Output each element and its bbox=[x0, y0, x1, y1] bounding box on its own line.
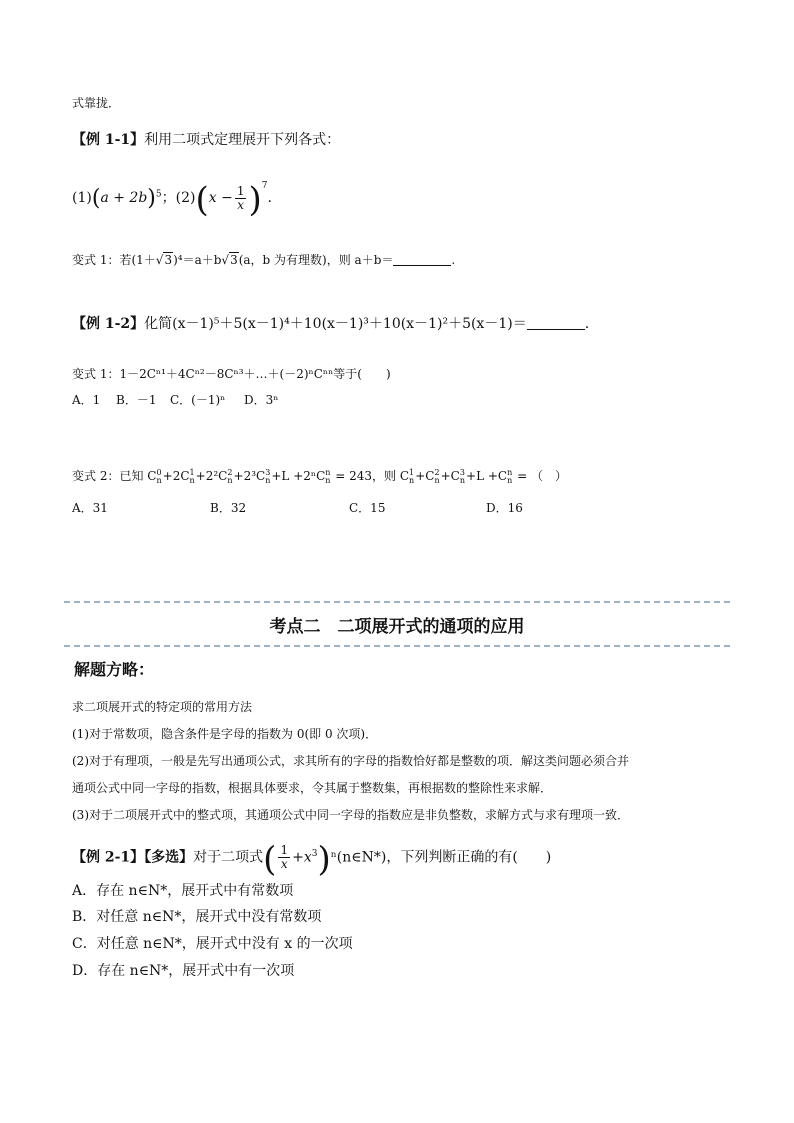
variant-1b bbox=[72, 364, 391, 384]
example-1-2 bbox=[72, 314, 589, 334]
variant-text-a: 若(1＋ bbox=[119, 253, 156, 267]
variant-text-c: = （ ） bbox=[517, 469, 567, 483]
method-line: 通项公式中同一字母的指数，根据具体要求，令其属于整数集，再根据数的整除性来求解． bbox=[72, 781, 553, 795]
example-text: 利用二项式定理展开下列各式： bbox=[144, 132, 341, 148]
variant-text-c: )⁴＝a＋b bbox=[173, 253, 222, 267]
choice-c[interactable]: C．对任意 n∈N*，展开式中没有 x 的一次项 bbox=[72, 936, 353, 952]
example-1-1-expressions: $(1)(a + 2b)^5$；(2)(x − $\frac{1}{x}$ )$^7$. bbox=[72, 180, 272, 220]
variant-label: 变式 2： bbox=[72, 469, 120, 483]
section-divider-top bbox=[64, 601, 730, 603]
choice-d[interactable]: D．3ⁿ bbox=[244, 393, 279, 407]
choice-c[interactable]: C．15 bbox=[349, 501, 386, 515]
end-mark: . bbox=[267, 190, 272, 206]
part-1-exponent: 5 bbox=[155, 189, 162, 200]
fraction-1-over-x: $\frac{1}{x}$ bbox=[236, 183, 245, 212]
section-divider-bottom bbox=[64, 645, 730, 647]
example-label: 【例 1-2】 bbox=[72, 316, 145, 332]
example-text: 化简(x－1)⁵＋5(x－1)⁴＋10(x－1)³＋10(x－1)²＋5(x－1)＝ bbox=[144, 316, 527, 332]
separator: ； bbox=[161, 190, 176, 206]
end-mark: . bbox=[584, 316, 590, 332]
variant-text-a: 已知 bbox=[119, 469, 144, 483]
choice-d[interactable]: D．存在 n∈N*，展开式中有一次项 bbox=[72, 963, 295, 979]
answer-blank[interactable] bbox=[393, 251, 451, 266]
answer-blank[interactable] bbox=[527, 315, 585, 330]
end-mark: . bbox=[451, 253, 456, 267]
variant-label: 变式 1： bbox=[72, 253, 120, 267]
fragment-text: 式靠拢． bbox=[72, 96, 121, 110]
method-line: (1)对于常数项，隐含条件是字母的指数为 0(即 0 次项)． bbox=[72, 727, 378, 741]
variant-2 bbox=[72, 466, 567, 486]
variant-1b-choices bbox=[72, 390, 278, 410]
variant-text: 1－2Cⁿ¹＋4Cⁿ²－8Cⁿ³＋…＋(－2)ⁿCⁿⁿ等于( ) bbox=[119, 367, 391, 381]
method-line: 求二项展开式的特定项的常用方法 bbox=[72, 700, 253, 714]
choice-b[interactable]: B．32 bbox=[210, 501, 247, 515]
sqrt-value-1: 3 bbox=[164, 253, 173, 267]
choice-a[interactable]: A．存在 n∈N*，展开式中有常数项 bbox=[72, 883, 294, 899]
method-line: (2)对于有理项，一般是先写出通项公式，求其所有的字母的指数恰好都是整数的项．解这类问题必须合并 bbox=[72, 754, 630, 768]
example-label: 【例 2-1】【多选】 bbox=[72, 849, 194, 866]
method-line: (3)对于二项展开式中的整式项，其通项公式中同一字母的指数应是非负整数，求解方式与求有理项一致． bbox=[72, 808, 630, 822]
method-heading: 解题方略： bbox=[74, 660, 155, 679]
part-1-expr: a + 2b bbox=[100, 190, 148, 206]
part-2-exponent: 7 bbox=[261, 181, 268, 191]
sum-expression-2: C 1 n +C 2 n +C 3 n +L +C n n bbox=[399, 467, 513, 485]
choice-d[interactable]: D．16 bbox=[486, 501, 523, 515]
variant-label: 变式 1： bbox=[72, 367, 120, 381]
fraction-1-over-x: $\frac{1}{x}$ bbox=[280, 843, 289, 872]
variant-text-e: (a，b 为有理数)，则 a＋b＝ bbox=[238, 253, 394, 267]
choice-a[interactable]: A．1 bbox=[72, 393, 101, 407]
choice-b[interactable]: B．－1 bbox=[116, 393, 157, 407]
example-2-1: 【例 2-1】【多选】对于二项式( $\frac{1}{x}$ $+x^3)^n(n\in N*)$，下列判断正确的有( ) bbox=[72, 839, 552, 880]
sqrt-value-2: 3 bbox=[230, 253, 238, 267]
example-text-b: ⁿ(n∈N*)，下列判断正确的有( ) bbox=[330, 849, 552, 866]
section-title: 考点二 二项展开式的通项的应用 bbox=[269, 617, 525, 637]
part-2-expr: x − bbox=[208, 190, 233, 206]
example-text-a: 对于二项式 bbox=[193, 849, 264, 866]
part-2-label: (2) bbox=[175, 190, 196, 206]
choice-c[interactable]: C．(－1)ⁿ bbox=[170, 393, 226, 407]
sum-expression-1: C 0 n +2C 1 n +2²C 2 n +2³C 3 n +L +2ⁿC n n bbox=[147, 467, 331, 485]
choice-b[interactable]: B．对任意 n∈N*，展开式中没有常数项 bbox=[72, 909, 322, 925]
choice-a[interactable]: A．31 bbox=[72, 501, 108, 515]
example-1-1 bbox=[72, 130, 340, 150]
part-1-label: (1) bbox=[72, 190, 92, 206]
variant-1: 变式 1：若(1＋√3)⁴＝a＋b√3(a，b 为有理数)，则 a＋b＝ . bbox=[72, 253, 456, 267]
variant-text-b: = 243，则 bbox=[335, 469, 397, 483]
example-label: 【例 1-1】 bbox=[72, 132, 145, 148]
